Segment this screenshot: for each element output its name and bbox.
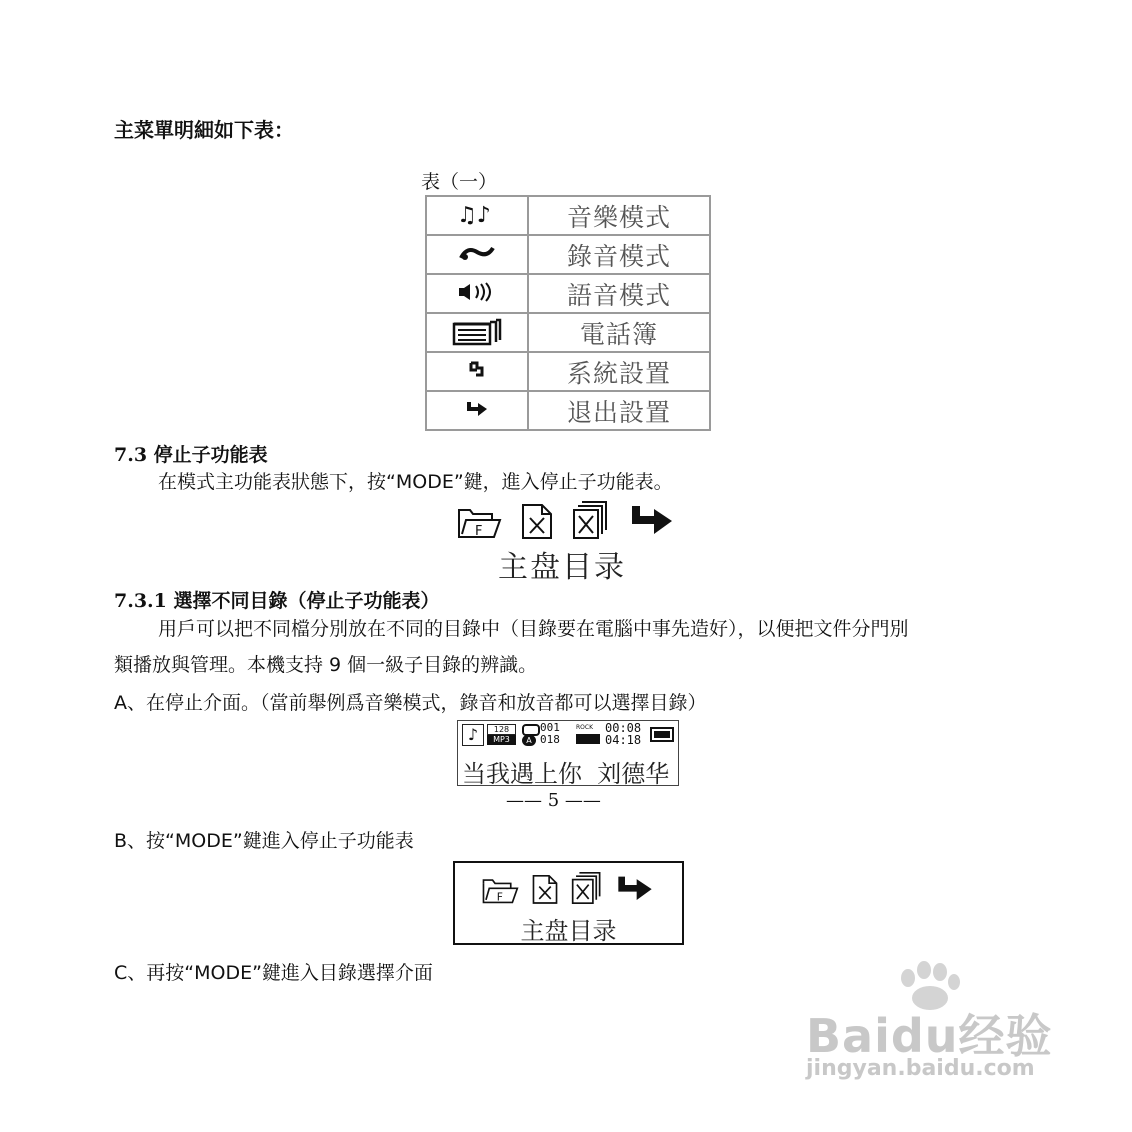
song-title: 当我遇上你 刘德华 (462, 760, 670, 788)
svg-text:F: F (475, 524, 483, 539)
section-7-3-1-para1: 用戶可以把不同檔分別放在不同的目錄中（目錄要在電腦中事先造好），以便把文件分門別 (158, 618, 909, 640)
main-menu-table (425, 195, 711, 431)
delete-all-icon (572, 500, 610, 540)
watermark-brand: Baidu经验 (806, 1009, 1053, 1063)
bitrate-badge: 128 (487, 724, 516, 735)
stop-submenu-graphic (452, 500, 682, 586)
phonebook-icon (426, 313, 528, 352)
step-c-text: C、再按“MODE”鍵進入目錄選擇介面 (114, 962, 433, 984)
submenu-screen (453, 861, 684, 945)
table-row (426, 274, 710, 313)
exit-arrow-icon (615, 875, 655, 905)
music-note-icon: ♪ (462, 724, 484, 746)
submenu-label: 主盘目录 (498, 550, 626, 585)
record-icon (426, 235, 528, 274)
section-7-3-1-title: 7.3.1 選擇不同目錄（停止子功能表） (114, 590, 440, 612)
menu-label: 錄音模式 (528, 235, 710, 274)
time-total: 04:18 (605, 733, 642, 747)
eq-label: ROCK (576, 724, 594, 731)
svg-text:♫♪: ♫♪ (457, 202, 491, 227)
menu-label: 語音模式 (528, 274, 710, 313)
battery-icon (650, 727, 674, 742)
exit-arrow-icon (426, 391, 528, 430)
repeat-mode-badge: A (522, 735, 536, 746)
table-row (426, 313, 710, 352)
delete-file-icon (520, 502, 554, 540)
step-b-text: B、按“MODE”鍵進入停止子功能表 (114, 830, 414, 852)
delete-file-icon (531, 873, 559, 905)
step-a-text: A、在停止介面。（當前舉例爲音樂模式，錄音和放音都可以選擇目錄） (114, 692, 707, 714)
section-7-3-title: 7.3 停止子功能表 (114, 444, 268, 466)
table-caption: 表（一） (421, 171, 498, 193)
menu-label: 音樂模式 (528, 196, 710, 235)
format-badge: MP3 (487, 735, 516, 745)
track-total: 018 (540, 733, 560, 746)
delete-all-icon (571, 871, 603, 905)
menu-label: 系統設置 (528, 352, 710, 391)
main-menu-heading: 主菜單明細如下表： (114, 118, 294, 142)
player-screen (457, 720, 679, 786)
folder-icon (456, 504, 502, 540)
voice-icon (426, 274, 528, 313)
eq-bars-icon (576, 734, 600, 744)
time-elapsed: 00:08 (605, 721, 642, 735)
table-row (426, 391, 710, 430)
watermark-url: jingyan.baidu.com (806, 1056, 1035, 1081)
music-notes-icon (426, 196, 528, 235)
settings-icon (426, 352, 528, 391)
track-number: 001 (540, 721, 560, 734)
table-row (426, 235, 710, 274)
folder-icon (481, 875, 519, 905)
table-row (426, 196, 710, 235)
section-7-3-1-para2: 類播放與管理。本機支持 9 個一級子目錄的辨識。 (114, 654, 538, 676)
section-7-3-text: 在模式主功能表狀態下，按“MODE”鍵，進入停止子功能表。 (158, 471, 673, 493)
menu-label: 退出設置 (528, 391, 710, 430)
submenu-label: 主盘目录 (520, 917, 617, 945)
page-number: —— 5 —— (506, 790, 601, 811)
table-row (426, 352, 710, 391)
exit-arrow-icon (628, 504, 676, 540)
menu-label: 電話簿 (528, 313, 710, 352)
baidu-watermark (800, 960, 1070, 1090)
svg-text:F: F (496, 890, 503, 904)
